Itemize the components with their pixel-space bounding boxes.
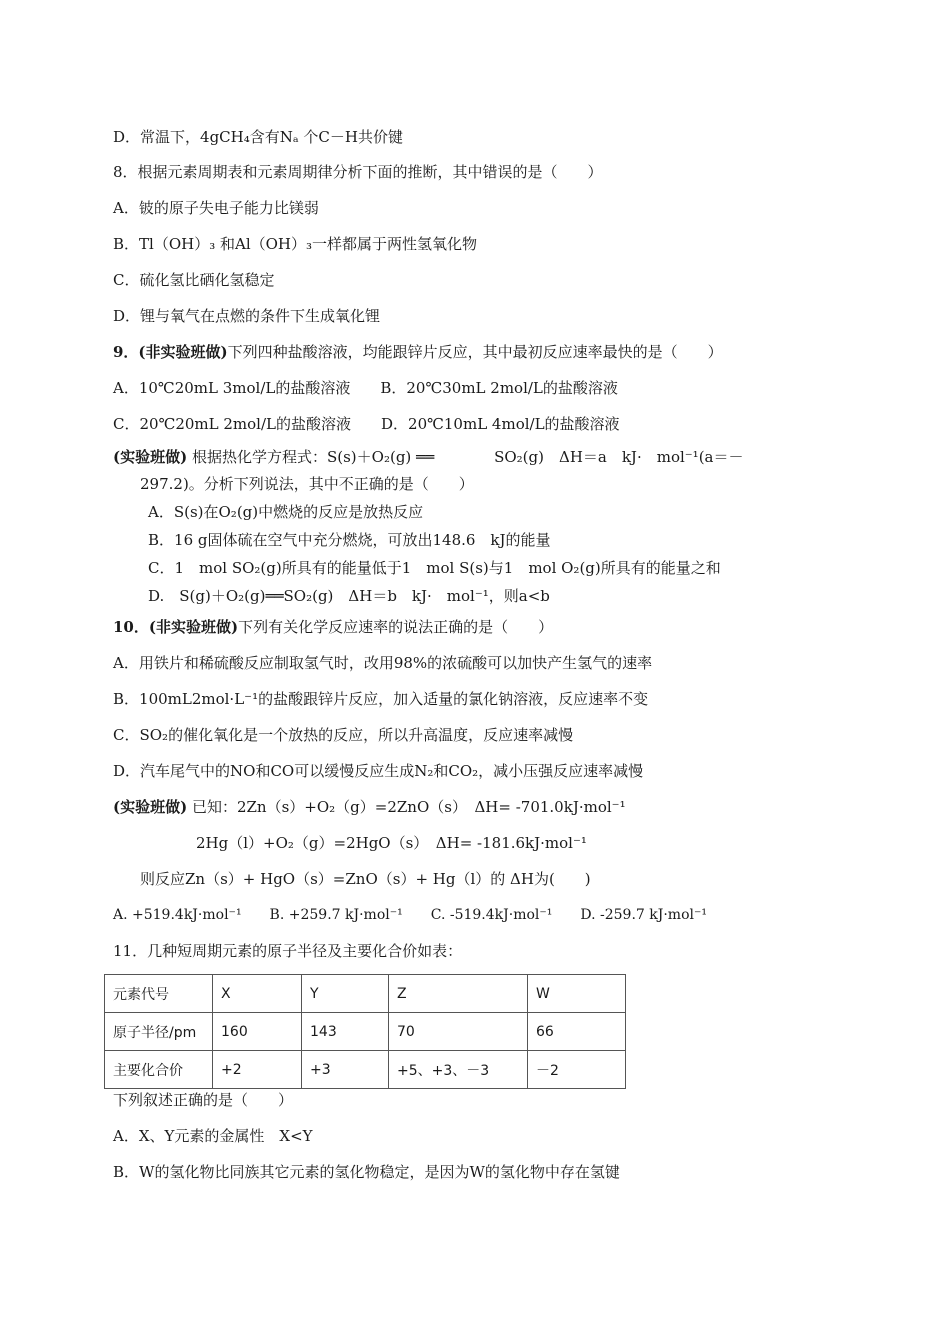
table-row xyxy=(105,975,626,1013)
q10-line xyxy=(113,617,553,637)
q11-ask: 下列叙述正确的是（ ） xyxy=(113,1091,294,1109)
table-cell: 143 xyxy=(302,1013,389,1051)
table-cell: Y xyxy=(302,975,389,1013)
table-cell: 66 xyxy=(528,1013,626,1051)
element-table xyxy=(104,974,626,1089)
q10-stem: 下列有关化学反应速率的说法正确的是（ ） xyxy=(238,618,554,636)
q9-exp-option-c: C．1 mol SO₂(g)所具有的能量低于1 mol S(s)与1 mol O₂(g)所具有的能量之和 xyxy=(148,559,721,577)
q8-option-a: A．铍的原子失电子能力比镁弱 xyxy=(113,199,319,217)
q9-exp-tag: (实验班做) xyxy=(113,448,188,466)
table-cell: 主要化合价 xyxy=(105,1051,213,1089)
q11-option-a: A．X、Y元素的金属性 X<Y xyxy=(113,1127,313,1145)
q11-option-b: B．W的氢化物比同族其它元素的氢化物稳定，是因为W的氢化物中存在氢键 xyxy=(113,1163,620,1181)
q9-exp-option-b: B．16 g固体硫在空气中充分燃烧，可放出148.6 kJ的能量 xyxy=(148,531,551,549)
table-cell: +2 xyxy=(213,1051,302,1089)
table-cell: 元素代号 xyxy=(105,975,213,1013)
q9-exp-option-a: A．S(s)在O₂(g)中燃烧的反应是放热反应 xyxy=(148,503,424,521)
table-cell: +5、+3、－3 xyxy=(389,1051,528,1089)
q9-exp-line xyxy=(113,447,744,467)
q10-option-b: B．100mL2mol·L⁻¹的盐酸跟锌片反应，加入适量的氯化钠溶液，反应速率不变 xyxy=(113,690,649,708)
table-cell: 70 xyxy=(389,1013,528,1051)
q10-exp-eq2: 2Hg（l）+O₂（g）=2HgO（s） ΔH= -181.6kJ·mol⁻¹ xyxy=(196,834,587,852)
q9-options-cd: C．20℃20mL 2mol/L的盐酸溶液 D．20℃10mL 4mol/L的盐酸溶液 xyxy=(113,415,620,433)
q8-stem: 8．根据元素周期表和元素周期律分析下面的推断，其中错误的是（ ） xyxy=(113,163,603,181)
q9-stem: 下列四种盐酸溶液，均能跟锌片反应，其中最初反应速率最快的是（ ） xyxy=(227,343,723,361)
table-cell: W xyxy=(528,975,626,1013)
table-row xyxy=(105,1013,626,1051)
q10-exp-eq1: 已知：2Zn（s）+O₂（g）=2ZnO（s） ΔH= -701.0kJ·mol⁻¹ xyxy=(187,798,626,816)
q10-tag: 10．(非实验班做) xyxy=(113,618,239,636)
q10-exp-options: A. +519.4kJ·mol⁻¹ B. +259.7 kJ·mol⁻¹ C. -519.4kJ·mol⁻¹ D. -259.7 kJ·mol⁻¹ xyxy=(113,907,707,923)
q10-option-a: A．用铁片和稀硫酸反应制取氢气时，改用98%的浓硫酸可以加快产生氢气的速率 xyxy=(113,654,653,672)
table-cell: －2 xyxy=(528,1051,626,1089)
q10-exp-tag: (实验班做) xyxy=(113,798,188,816)
q9-tag: 9．(非实验班做) xyxy=(113,343,228,361)
table-cell: X xyxy=(213,975,302,1013)
q9-line xyxy=(113,342,723,362)
q7-option-d: D．常温下，4gCH₄含有Nₐ 个C－H共价键 xyxy=(113,128,403,146)
q8-option-b: B．Tl（OH）₃ 和Al（OH）₃一样都属于两性氢氧化物 xyxy=(113,235,478,253)
q10-option-c: C．SO₂的催化氧化是一个放热的反应，所以升高温度，反应速率减慢 xyxy=(113,726,574,744)
q8-option-c: C．硫化氢比硒化氢稳定 xyxy=(113,271,275,289)
q9-exp-stem: 根据热化学方程式：S(s)＋O₂(g) ══ SO₂(g) ΔH＝a kJ· mol⁻¹(a＝－ xyxy=(187,448,744,466)
q9-options-ab: A．10℃20mL 3mol/L的盐酸溶液 B．20℃30mL 2mol/L的盐酸溶液 xyxy=(113,379,618,397)
q10-option-d: D．汽车尾气中的NO和CO可以缓慢反应生成N₂和CO₂，减小压强反应速率减慢 xyxy=(113,762,644,780)
q11-stem: 11．几种短周期元素的原子半径及主要化合价如表： xyxy=(113,942,463,960)
q9-exp-option-d: D. S(g)＋O₂(g)══SO₂(g) ΔH＝b kJ· mol⁻¹，则a<b xyxy=(148,587,550,605)
table-cell: +3 xyxy=(302,1051,389,1089)
q10-exp-ask: 则反应Zn（s）+ HgO（s）=ZnO（s）+ Hg（l）的 ΔH为( ) xyxy=(140,870,591,888)
q8-option-d: D．锂与氧气在点燃的条件下生成氧化锂 xyxy=(113,307,381,325)
q10-exp-line xyxy=(113,797,626,817)
table-cell: Z xyxy=(389,975,528,1013)
table-cell: 160 xyxy=(213,1013,302,1051)
table-cell: 原子半径/pm xyxy=(105,1013,213,1051)
table-row xyxy=(105,1051,626,1089)
q9-exp-stem-cont: 297.2)。分析下列说法，其中不正确的是（ ） xyxy=(140,475,474,493)
